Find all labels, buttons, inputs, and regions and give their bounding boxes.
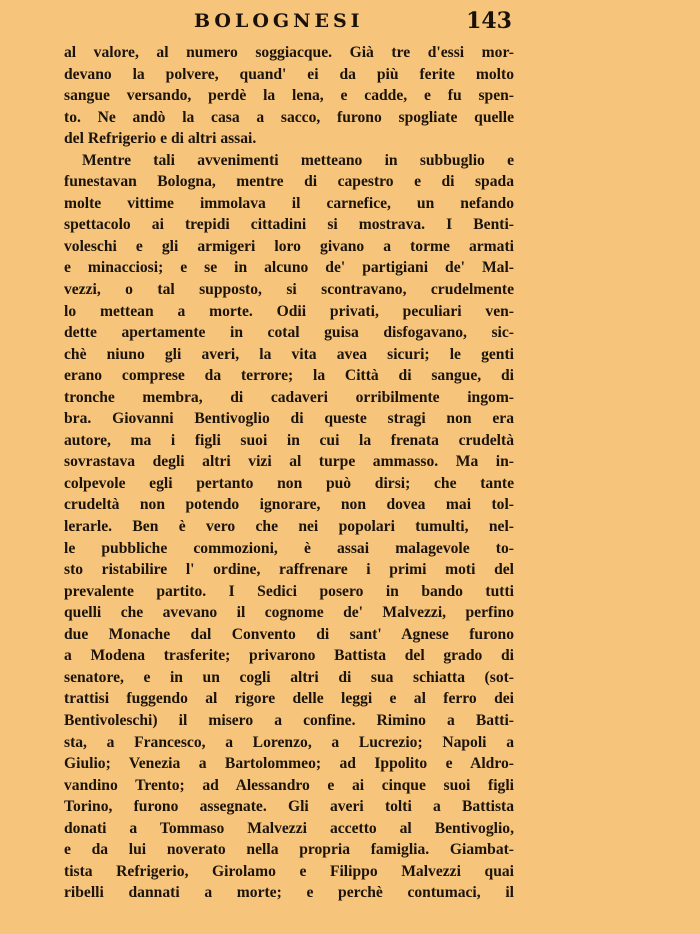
- text-line: senatore, e in un cogli altri di sua schiatta (sot-: [64, 668, 514, 686]
- text-line: trattisi fuggendo al rigore delle leggi e al ferro dei: [64, 690, 514, 708]
- text-line: crudeltà non potendo ignorare, non dovea mai tol-: [64, 496, 514, 514]
- text-line: funestavan Bologna, mentre di capestro e di spada: [64, 173, 514, 191]
- text-line: spettacolo ai trepidi cittadini si mostrava. I Benti-: [64, 216, 514, 234]
- text-line: le pubbliche commozioni, è assai malagevole to-: [64, 539, 514, 557]
- text-line: colpevole egli pertanto non può dirsi; che tante: [64, 474, 514, 492]
- text-line: sta, a Francesco, a Lorenzo, a Lucrezio; Napoli a: [64, 733, 514, 751]
- text-line: bra. Giovanni Bentivoglio di queste stragi non era: [64, 410, 514, 428]
- text-line: molte vittime immolava il carnefice, un nefando: [64, 194, 514, 212]
- text-line: dette apertamente in cotal guisa disfogavano, sic-: [64, 324, 514, 342]
- text-line: Giulio; Venezia a Bartolommeo; ad Ippolito e Aldro-: [64, 755, 514, 773]
- text-line: a Modena trasferite; privarono Battista del grado di: [64, 647, 514, 665]
- body-text: [64, 42, 514, 904]
- text-line: erano comprese da terrore; la Città di sangue, di: [64, 367, 514, 385]
- text-line: al valore, al numero soggiacque. Già tre d'essi mor-: [64, 44, 514, 61]
- text-line: Bentivoleschi) il misero a confine. Rimino a Batti-: [64, 711, 514, 729]
- text-line: due Monache dal Convento di sant' Agnese furono: [64, 625, 514, 643]
- text-line: del Refrigerio e di altri assai.: [64, 130, 257, 148]
- text-line: Torino, furono assegnate. Gli averi tolti a Battista: [64, 798, 514, 816]
- text-line: voleschi e gli armigeri loro givano a torme armati: [64, 237, 514, 255]
- text-line: devano la polvere, quand' ei da più ferite molto: [64, 65, 514, 83]
- text-line: e minacciosi; e se in alcuno de' partigiani de' Mal-: [64, 259, 514, 277]
- text-line: Mentre tali avvenimenti metteano in subbuglio e: [82, 151, 514, 169]
- text-line: lerarle. Ben è vero che nei popolari tumulti, nel-: [64, 518, 514, 536]
- page-number: 143: [466, 8, 512, 34]
- text-line: vezzi, o tal supposto, si scontravano, crudelmente: [64, 281, 514, 299]
- text-line: sto ristabilire l' ordine, raffrenare i primi moti del: [64, 561, 514, 579]
- text-line: prevalente partito. I Sedici posero in bando tutti: [64, 582, 514, 600]
- text-line: e da lui noverato nella propria famiglia. Giambat-: [64, 841, 514, 859]
- text-line: chè niuno gli averi, la vita avea sicuri; le genti: [64, 345, 514, 363]
- text-line: quelli che avevano il cognome de' Malvezzi, perfino: [64, 604, 514, 622]
- text-line: autore, ma i figli suoi in cui la frenata crudeltà: [64, 431, 514, 449]
- text-line: tronche membra, di cadaveri orribilmente ingom-: [64, 388, 514, 406]
- text-line: tista Refrigerio, Girolamo e Filippo Malvezzi quai: [64, 862, 514, 880]
- text-line: sangue versando, perdè la lena, e cadde, e fu spen-: [64, 87, 514, 105]
- text-line: ribelli dannati a morte; e perchè contumaci, il: [64, 884, 514, 902]
- page-header: [64, 8, 512, 36]
- text-line: lo mettean a morte. Odii privati, peculiari ven-: [64, 302, 514, 320]
- text-line: donati a Tommaso Malvezzi accetto al Bentivoglio,: [64, 819, 514, 837]
- text-line: to. Ne andò la casa a sacco, furono spogliate quelle: [64, 108, 514, 126]
- text-line: sovrastava degli altri vizi al turpe ammasso. Ma in-: [64, 453, 514, 471]
- text-line: vandino Trento; ad Alessandro e ai cinque suoi figli: [64, 776, 514, 794]
- running-title: BOLOGNESI: [194, 10, 364, 32]
